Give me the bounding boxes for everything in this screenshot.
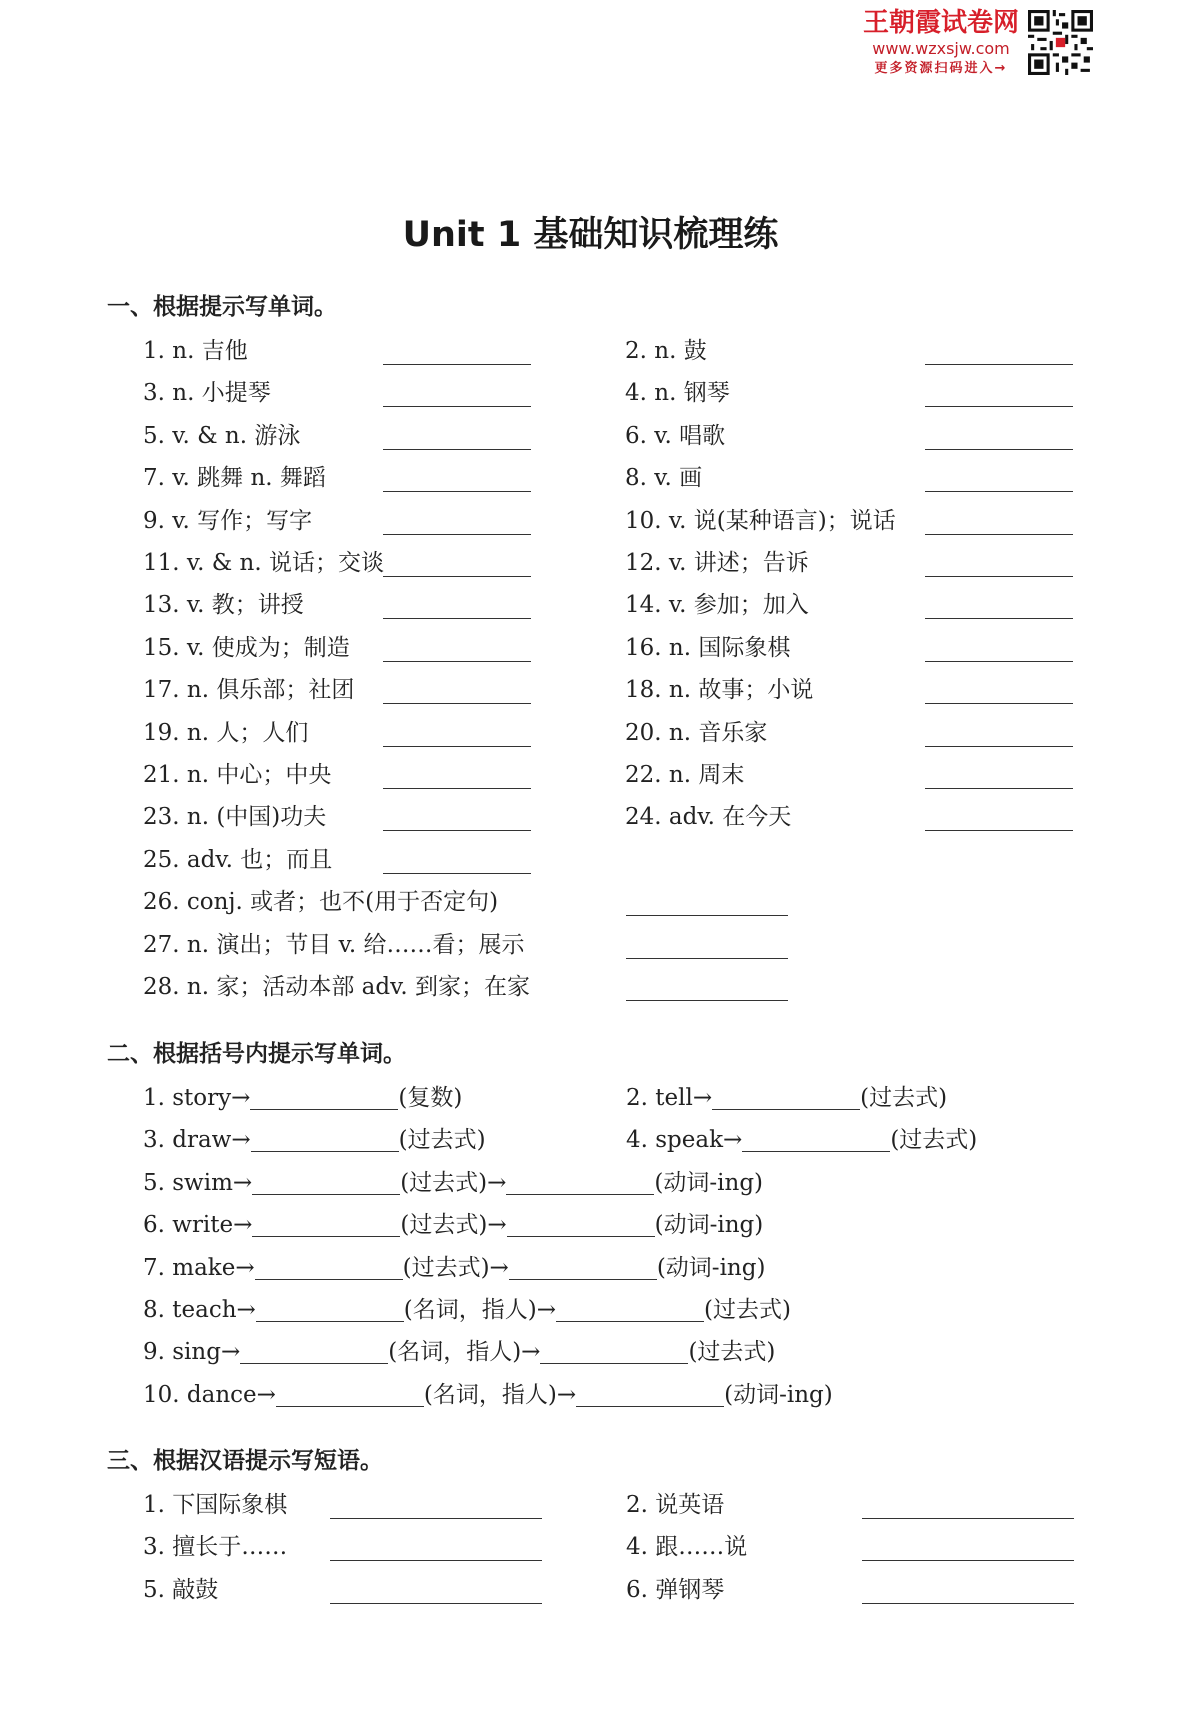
s2-item-prefix: 4. speak→ xyxy=(626,1127,743,1154)
s1-answer-blank-26[interactable] xyxy=(626,915,788,916)
s2-item-prefix: 1. story→ xyxy=(143,1085,251,1111)
s2-item-hint: (过去式) xyxy=(398,1127,486,1154)
s2-answer-blank[interactable] xyxy=(507,1212,655,1237)
s2-answer-blank[interactable] xyxy=(576,1382,724,1407)
s2-item-5 xyxy=(143,1168,763,1198)
s2-answer-blank[interactable] xyxy=(276,1382,424,1407)
s3-item-5: 5. 敲鼓 xyxy=(143,1576,219,1603)
s1-answer-blank-11[interactable] xyxy=(383,576,531,577)
s2-answer-blank[interactable] xyxy=(742,1127,890,1152)
s2-item-4 xyxy=(626,1125,977,1155)
s1-item-9: 9. v. 写作；写字 xyxy=(143,507,313,534)
s1-answer-blank-24[interactable] xyxy=(925,830,1073,831)
s2-item-prefix: 8. teach→ xyxy=(143,1297,256,1323)
s2-item-hint: (名词，指人)→ xyxy=(403,1297,557,1323)
s1-item-1: 1. n. 吉他 xyxy=(143,338,248,364)
s1-item-27: 27. n. 演出；节目 v. 给……看；展示 xyxy=(143,931,525,958)
s1-item-20: 20. n. 音乐家 xyxy=(625,719,768,746)
s1-answer-blank-9[interactable] xyxy=(383,534,531,535)
s1-answer-blank-22[interactable] xyxy=(925,788,1073,789)
s1-answer-blank-23[interactable] xyxy=(383,830,531,831)
s2-answer-blank[interactable] xyxy=(251,1127,399,1152)
s1-item-28: 28. n. 家；活动本部 adv. 到家；在家 xyxy=(143,974,530,1000)
s1-item-5: 5. v. & n. 游泳 xyxy=(143,422,301,449)
s2-item-hint: (过去式) xyxy=(860,1085,948,1111)
section1-heading: 一、根据提示写单词。 xyxy=(107,294,337,320)
s1-item-25: 25. adv. 也；而且 xyxy=(143,846,333,873)
s1-answer-blank-1[interactable] xyxy=(383,364,531,365)
s2-answer-blank[interactable] xyxy=(240,1339,388,1364)
s1-item-6: 6. v. 唱歌 xyxy=(625,422,726,449)
s1-answer-blank-17[interactable] xyxy=(383,703,531,704)
s2-item-hint2: (动词-ing) xyxy=(656,1254,766,1281)
s3-answer-blank-1[interactable] xyxy=(330,1518,542,1519)
s2-item-prefix: 9. sing→ xyxy=(143,1339,241,1366)
s2-item-hint2: (动词-ing) xyxy=(654,1212,764,1239)
s2-item-hint: (过去式)→ xyxy=(402,1254,509,1281)
s3-answer-blank-3[interactable] xyxy=(330,1560,542,1561)
s2-item-7 xyxy=(143,1253,765,1283)
s1-item-10: 10. v. 说(某种语言)；说话 xyxy=(625,507,896,534)
s1-item-18: 18. n. 故事；小说 xyxy=(625,677,814,704)
s3-item-1: 1. 下国际象棋 xyxy=(143,1492,288,1518)
s3-answer-blank-4[interactable] xyxy=(862,1560,1074,1561)
brand-tagline: 更多资源扫码进入→ xyxy=(874,61,1008,76)
s2-answer-blank[interactable] xyxy=(252,1212,400,1237)
s2-item-hint2: (过去式) xyxy=(704,1297,791,1323)
s2-answer-blank[interactable] xyxy=(540,1339,688,1364)
s1-answer-blank-2[interactable] xyxy=(925,364,1073,365)
s1-item-17: 17. n. 俱乐部；社团 xyxy=(143,677,355,704)
s1-answer-blank-18[interactable] xyxy=(925,703,1073,704)
s1-answer-blank-8[interactable] xyxy=(925,491,1073,492)
s1-item-4: 4. n. 钢琴 xyxy=(625,380,730,407)
s1-answer-blank-25[interactable] xyxy=(383,873,531,874)
s3-item-4: 4. 跟……说 xyxy=(626,1534,748,1561)
s1-answer-blank-14[interactable] xyxy=(925,618,1073,619)
s2-answer-blank[interactable] xyxy=(506,1170,654,1195)
s2-item-prefix: 2. tell→ xyxy=(626,1085,713,1111)
s1-answer-blank-16[interactable] xyxy=(925,661,1073,662)
s2-item-10 xyxy=(143,1380,833,1410)
s2-item-hint: (名词，指人)→ xyxy=(423,1381,577,1408)
s2-item-hint2: (过去式) xyxy=(688,1339,776,1366)
s3-item-2: 2. 说英语 xyxy=(626,1492,725,1518)
s3-item-3: 3. 擅长于…… xyxy=(143,1534,288,1561)
page-title: Unit 1 基础知识梳理练 xyxy=(402,215,779,255)
s2-item-1 xyxy=(143,1083,462,1113)
s2-item-prefix: 7. make→ xyxy=(143,1254,255,1281)
s1-answer-blank-28[interactable] xyxy=(626,1000,788,1001)
section3-heading: 三、根据汉语提示写短语。 xyxy=(107,1448,383,1474)
s1-item-12: 12. v. 讲述；告诉 xyxy=(625,550,809,576)
s1-item-13: 13. v. 教；讲授 xyxy=(143,592,304,619)
s1-answer-blank-7[interactable] xyxy=(383,491,531,492)
s3-answer-blank-2[interactable] xyxy=(862,1518,1074,1519)
s1-item-15: 15. v. 使成为；制造 xyxy=(143,634,350,661)
s1-item-16: 16. n. 国际象棋 xyxy=(625,634,791,661)
s2-item-hint2: (动词-ing) xyxy=(654,1169,764,1196)
s3-answer-blank-6[interactable] xyxy=(862,1603,1074,1604)
s1-answer-blank-27[interactable] xyxy=(626,958,788,959)
s2-item-hint: (过去式)→ xyxy=(400,1212,507,1239)
qr-code-icon[interactable] xyxy=(1028,10,1093,75)
s2-item-9 xyxy=(143,1337,775,1367)
s1-answer-blank-4[interactable] xyxy=(925,406,1073,407)
s2-item-8 xyxy=(143,1295,791,1325)
s2-item-prefix: 5. swim→ xyxy=(143,1169,253,1196)
s2-item-prefix: 3. draw→ xyxy=(143,1127,251,1154)
s1-answer-blank-5[interactable] xyxy=(383,449,531,450)
s1-item-2: 2. n. 鼓 xyxy=(625,338,707,364)
s1-answer-blank-6[interactable] xyxy=(925,449,1073,450)
s2-answer-blank[interactable] xyxy=(252,1170,400,1195)
s2-item-hint: (名词，指人)→ xyxy=(388,1339,541,1366)
brand-url[interactable]: www.wzxsjw.com xyxy=(872,39,1010,58)
s3-answer-blank-5[interactable] xyxy=(330,1603,542,1604)
s1-item-8: 8. v. 画 xyxy=(625,465,703,492)
s2-answer-blank[interactable] xyxy=(509,1255,657,1280)
s2-item-hint: (过去式)→ xyxy=(400,1169,507,1196)
brand-logo xyxy=(855,8,1095,80)
s2-item-6 xyxy=(143,1210,763,1240)
s1-item-24: 24. adv. 在今天 xyxy=(625,804,792,831)
s1-answer-blank-15[interactable] xyxy=(383,661,531,662)
s1-item-3: 3. n. 小提琴 xyxy=(143,380,271,407)
s1-item-26: 26. conj. 或者；也不(用于否定句) xyxy=(143,889,499,916)
s2-item-hint: (过去式) xyxy=(890,1127,978,1154)
s2-item-hint2: (动词-ing) xyxy=(724,1381,833,1408)
s1-item-23: 23. n. (中国)功夫 xyxy=(143,804,327,831)
s1-answer-blank-3[interactable] xyxy=(383,406,531,407)
s1-item-19: 19. n. 人；人们 xyxy=(143,719,309,746)
s2-answer-blank[interactable] xyxy=(250,1085,398,1110)
brand-name: 王朝霞试卷网 xyxy=(862,8,1019,38)
s2-answer-blank[interactable] xyxy=(256,1297,404,1322)
s3-item-6: 6. 弹钢琴 xyxy=(626,1576,725,1603)
s1-item-11: 11. v. & n. 说话；交谈 xyxy=(143,550,384,576)
s2-item-2 xyxy=(626,1083,947,1113)
s1-answer-blank-20[interactable] xyxy=(925,746,1073,747)
s1-answer-blank-21[interactable] xyxy=(383,788,531,789)
s2-answer-blank[interactable] xyxy=(255,1255,403,1280)
s2-answer-blank[interactable] xyxy=(556,1297,704,1322)
s2-item-prefix: 10. dance→ xyxy=(143,1381,276,1408)
section2-heading: 二、根据括号内提示写单词。 xyxy=(107,1041,406,1067)
s1-answer-blank-13[interactable] xyxy=(383,618,531,619)
s1-answer-blank-19[interactable] xyxy=(383,746,531,747)
s1-answer-blank-12[interactable] xyxy=(925,576,1073,577)
s1-item-21: 21. n. 中心；中央 xyxy=(143,762,332,788)
s2-item-3 xyxy=(143,1125,486,1155)
s1-answer-blank-10[interactable] xyxy=(925,534,1073,535)
s2-item-prefix: 6. write→ xyxy=(143,1212,253,1239)
s1-item-7: 7. v. 跳舞 n. 舞蹈 xyxy=(143,465,326,492)
s1-item-22: 22. n. 周末 xyxy=(625,762,745,788)
s2-answer-blank[interactable] xyxy=(712,1085,860,1110)
s1-item-14: 14. v. 参加；加入 xyxy=(625,592,809,619)
s2-item-hint: (复数) xyxy=(398,1085,463,1111)
